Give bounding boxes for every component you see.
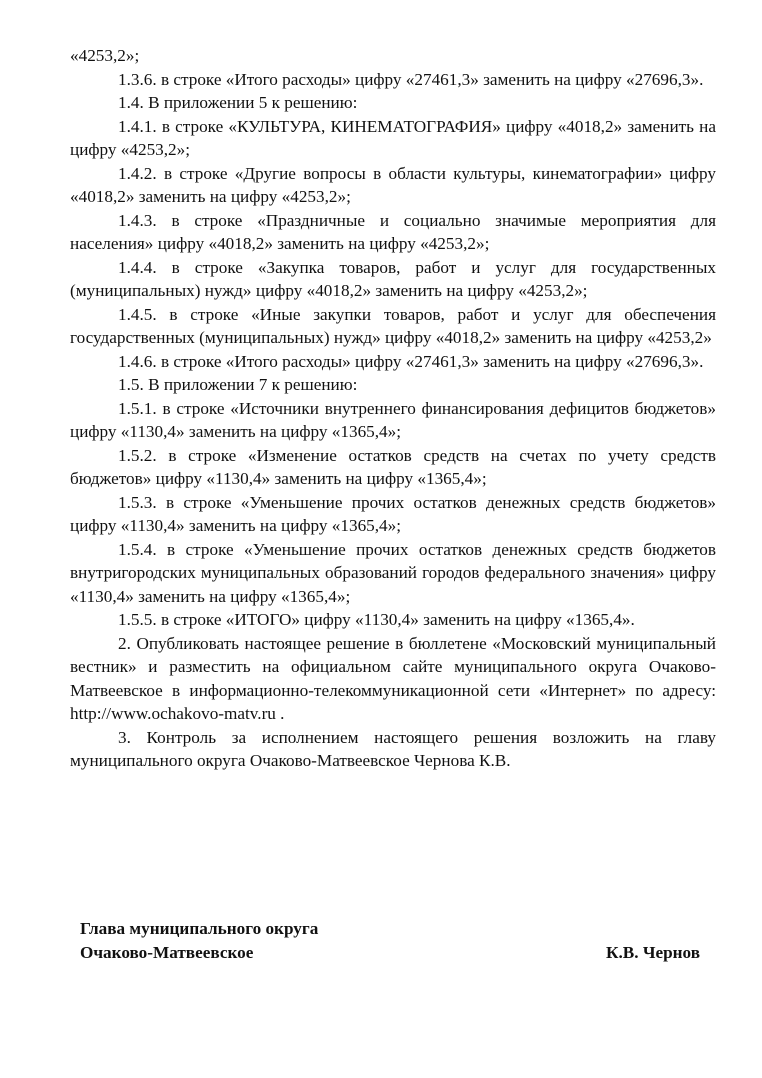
paragraph-0: «4253,2»; xyxy=(70,46,140,65)
paragraph-1-5-3: 1.5.3. в строке «Уменьшение прочих остатков денежных средств бюджетов» цифру «1130,4» заменить на цифру «1365,4»; xyxy=(70,492,716,535)
paragraph-3-control: 3. Контроль за исполнением настоящего решения возложить на главу муниципального округа Очаково-Матвеевское Чернова К.В. xyxy=(70,727,716,770)
paragraph-1-5-2: 1.5.2. в строке «Изменение остатков средств на счетах по учету средств бюджетов» цифру «1130,4» заменить на цифру «1365,4»; xyxy=(70,445,716,488)
paragraph-1-4-4: 1.4.4. в строке «Закупка товаров, работ и услуг для государственных (муниципальных) нужд» цифру «4018,2» заменить на цифру «4253,2»; xyxy=(70,257,716,300)
paragraph-1-5-5: 1.5.5. в строке «ИТОГО» цифру «1130,4» заменить на цифру «1365,4». xyxy=(118,610,635,629)
paragraph-1-4-3: 1.4.3. в строке «Праздничные и социально значимые мероприятия для населения» цифру «4018,2» заменить на цифру «4253,2»; xyxy=(70,210,716,253)
signature-title-line1: Глава муниципального округа xyxy=(80,919,319,938)
paragraph-1-5-1: 1.5.1. в строке «Источники внутреннего финансирования дефицитов бюджетов» цифру «1130,4» заменить на цифру «1365,4»; xyxy=(70,398,716,441)
paragraph-1-5: 1.5. В приложении 7 к решению: xyxy=(118,375,358,394)
paragraph-1-4: 1.4. В приложении 5 к решению: xyxy=(118,93,358,112)
paragraph-1-3-6: 1.3.6. в строке «Итого расходы» цифру «27461,3» заменить на цифру «27696,3». xyxy=(118,69,704,89)
paragraph-1-5-4: 1.5.4. в строке «Уменьшение прочих остатков денежных средств бюджетов внутригородских муниципальных образований городов федерального значения» цифру «1130,4» заменить на цифру «1365,4»; xyxy=(70,539,716,606)
paragraph-1-4-5: 1.4.5. в строке «Иные закупки товаров, работ и услуг для обеспечения государственных (муниципальных) нужд» цифру «4018,2» заменить на цифру «4253,2» xyxy=(70,304,716,347)
document-body xyxy=(70,44,716,773)
paragraph-1-4-6: 1.4.6. в строке «Итого расходы» цифру «27461,3» заменить на цифру «27696,3». xyxy=(118,351,704,371)
signature-name: К.В. Чернов xyxy=(606,943,700,962)
paragraph-1-4-1: 1.4.1. в строке «КУЛЬТУРА, КИНЕМАТОГРАФИЯ» цифру «4018,2» заменить на цифру «4253,2»; xyxy=(70,116,716,159)
signature-block xyxy=(80,917,700,965)
signature-title-line2: Очаково-Матвеевское xyxy=(80,943,254,962)
paragraph-1-4-2: 1.4.2. в строке «Другие вопросы в области культуры, кинематографии» цифру «4018,2» заменить на цифру «4253,2»; xyxy=(70,163,716,206)
signature-line xyxy=(80,941,700,965)
paragraph-2-publish: 2. Опубликовать настоящее решение в бюллетене «Московский муниципальный вестник» и разместить на официальном сайте муниципального округа Очаково-Матвеевское в информационно-телекоммуникационной сети «Интернет» по адресу: http://www.ochakovo-matv.ru . xyxy=(70,633,716,723)
